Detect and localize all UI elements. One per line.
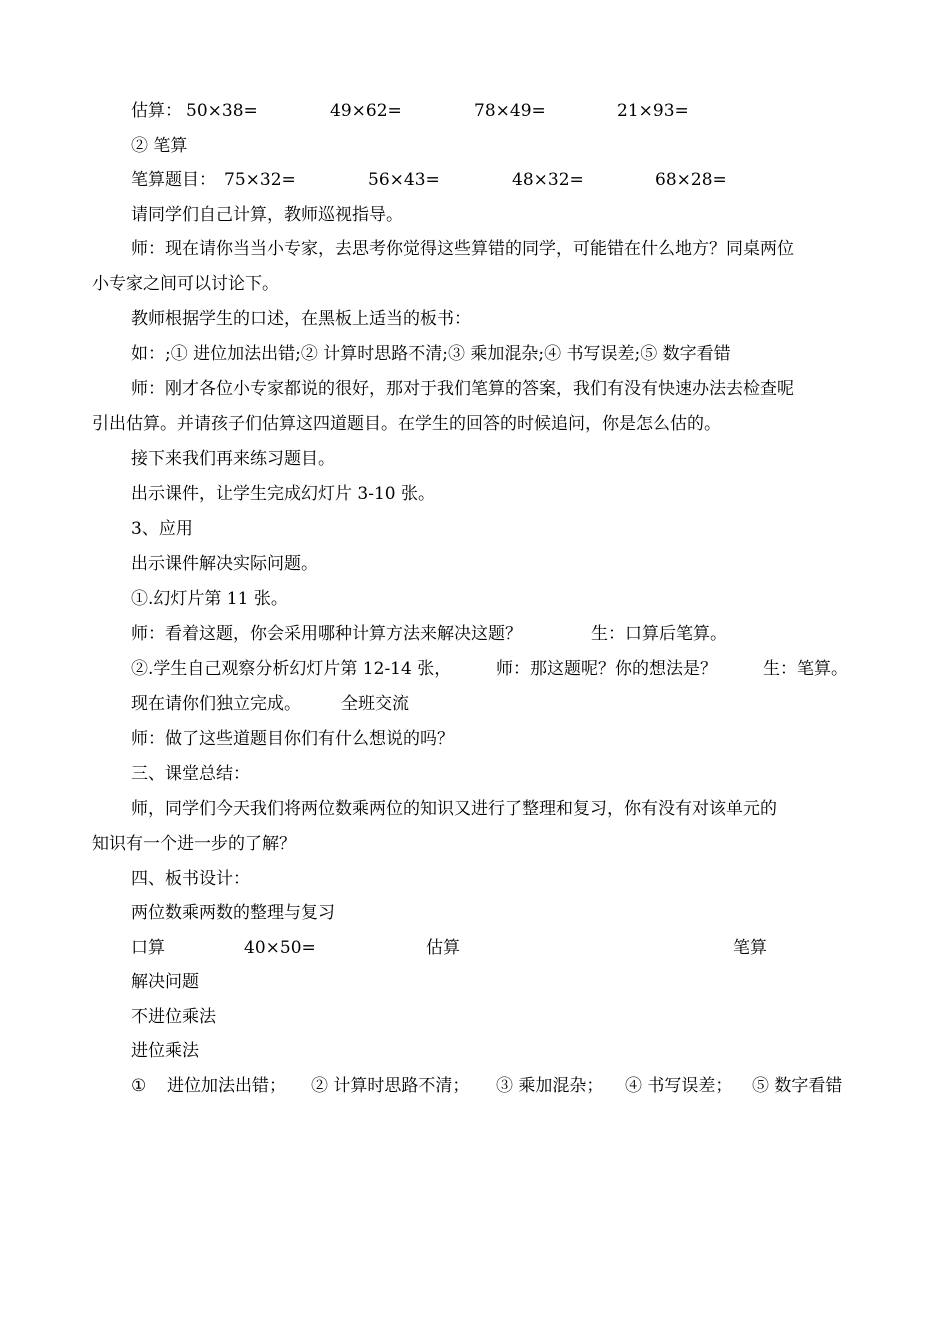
paragraph: 出示课件，让学生完成幻灯片 3-10 张。 bbox=[131, 484, 435, 504]
dialog-line bbox=[0, 655, 950, 683]
written-line bbox=[0, 166, 950, 194]
paragraph: 出示课件解决实际问题。 bbox=[131, 554, 318, 574]
paragraph: 教师根据学生的口述，在黑板上适当的板书： bbox=[131, 309, 471, 329]
section-heading: 3、应用 bbox=[131, 519, 193, 539]
board-carry: 进位乘法 bbox=[131, 1041, 199, 1061]
paragraph: 师，同学们今天我们将两位数乘两位的知识又进行了整理和复习，你有没有对该单元的 bbox=[131, 799, 777, 819]
error-item: ④ 书写误差； bbox=[625, 1076, 733, 1096]
student-answer: 生：口算后笔算。 bbox=[591, 624, 727, 644]
estimate-item-4: 21×93= bbox=[617, 101, 689, 121]
paragraph-continuation: 引出估算。并请孩子们估算这四道题目。在学生的回答的时候追问，你是怎么估的。 bbox=[92, 414, 721, 434]
estimate-item-3: 78×49= bbox=[474, 101, 546, 121]
error-item: ② 计算时思路不清； bbox=[311, 1076, 470, 1096]
paragraph: 师：做了这些道题目你们有什么想说的吗？ bbox=[131, 729, 454, 749]
board-written: 笔算 bbox=[733, 938, 767, 958]
paragraph: ①.幻灯片第 11 张。 bbox=[131, 589, 288, 609]
board-no-carry: 不进位乘法 bbox=[131, 1007, 216, 1027]
board-oral-example: 40×50= bbox=[244, 938, 316, 958]
teacher-question: 师：那这题呢？你的想法是？ bbox=[496, 659, 717, 679]
paragraph: 请同学们自己计算，教师巡视指导。 bbox=[131, 205, 403, 225]
written-item-1: 75×32= bbox=[224, 170, 296, 190]
written-item-3: 48×32= bbox=[512, 170, 584, 190]
estimate-label: 估算： bbox=[131, 101, 182, 121]
student-answer: 生：笔算。 bbox=[763, 659, 848, 679]
estimate-line bbox=[0, 97, 950, 125]
board-oral: 口算 bbox=[131, 938, 165, 958]
error-item: 进位加法出错； bbox=[167, 1076, 286, 1096]
written-item-4: 68×28= bbox=[655, 170, 727, 190]
dialog-line bbox=[0, 690, 950, 718]
error-item: ① bbox=[131, 1076, 147, 1096]
teacher-question: 师：看着这题，你会采用哪种计算方法来解决这题？ bbox=[131, 624, 522, 644]
board-row bbox=[0, 934, 950, 962]
written-heading: ② 笔算 bbox=[131, 136, 188, 156]
estimate-item-2: 49×62= bbox=[330, 101, 402, 121]
written-item-2: 56×43= bbox=[368, 170, 440, 190]
paragraph-continuation: 知识有一个进一步的了解？ bbox=[92, 834, 296, 854]
board-solve: 解决问题 bbox=[131, 972, 199, 992]
section-heading: 四、板书设计： bbox=[131, 869, 250, 889]
written-label: 笔算题目： bbox=[131, 170, 216, 190]
dialog-line bbox=[0, 620, 950, 648]
section-heading: 三、课堂总结： bbox=[131, 764, 250, 784]
board-estimate: 估算 bbox=[426, 938, 460, 958]
observation-text: ②.学生自己观察分析幻灯片第 12-14 张， bbox=[131, 659, 452, 679]
error-item: ⑤ 数字看错 bbox=[752, 1076, 843, 1096]
independent-work: 现在请你们独立完成。 bbox=[131, 694, 301, 714]
board-title: 两位数乘两数的整理与复习 bbox=[131, 903, 335, 923]
class-exchange: 全班交流 bbox=[341, 694, 409, 714]
paragraph: 师：现在请你当当小专家，去思考你觉得这些算错的同学，可能错在什么地方？同桌两位 bbox=[131, 239, 794, 259]
paragraph: 师：刚才各位小专家都说的很好，那对于我们笔算的答案，我们有没有快速办法去检查呢 bbox=[131, 379, 794, 399]
estimate-item-1: 50×38= bbox=[186, 101, 258, 121]
error-list-inline: 如：;① 进位加法出错;② 计算时思路不清;③ 乘加混杂;④ 书写误差;⑤ 数字看错 bbox=[131, 344, 731, 364]
paragraph-continuation: 小专家之间可以讨论下。 bbox=[92, 274, 279, 294]
paragraph: 接下来我们再来练习题目。 bbox=[131, 449, 335, 469]
error-item: ③ 乘加混杂； bbox=[496, 1076, 604, 1096]
board-error-list bbox=[0, 1072, 950, 1100]
